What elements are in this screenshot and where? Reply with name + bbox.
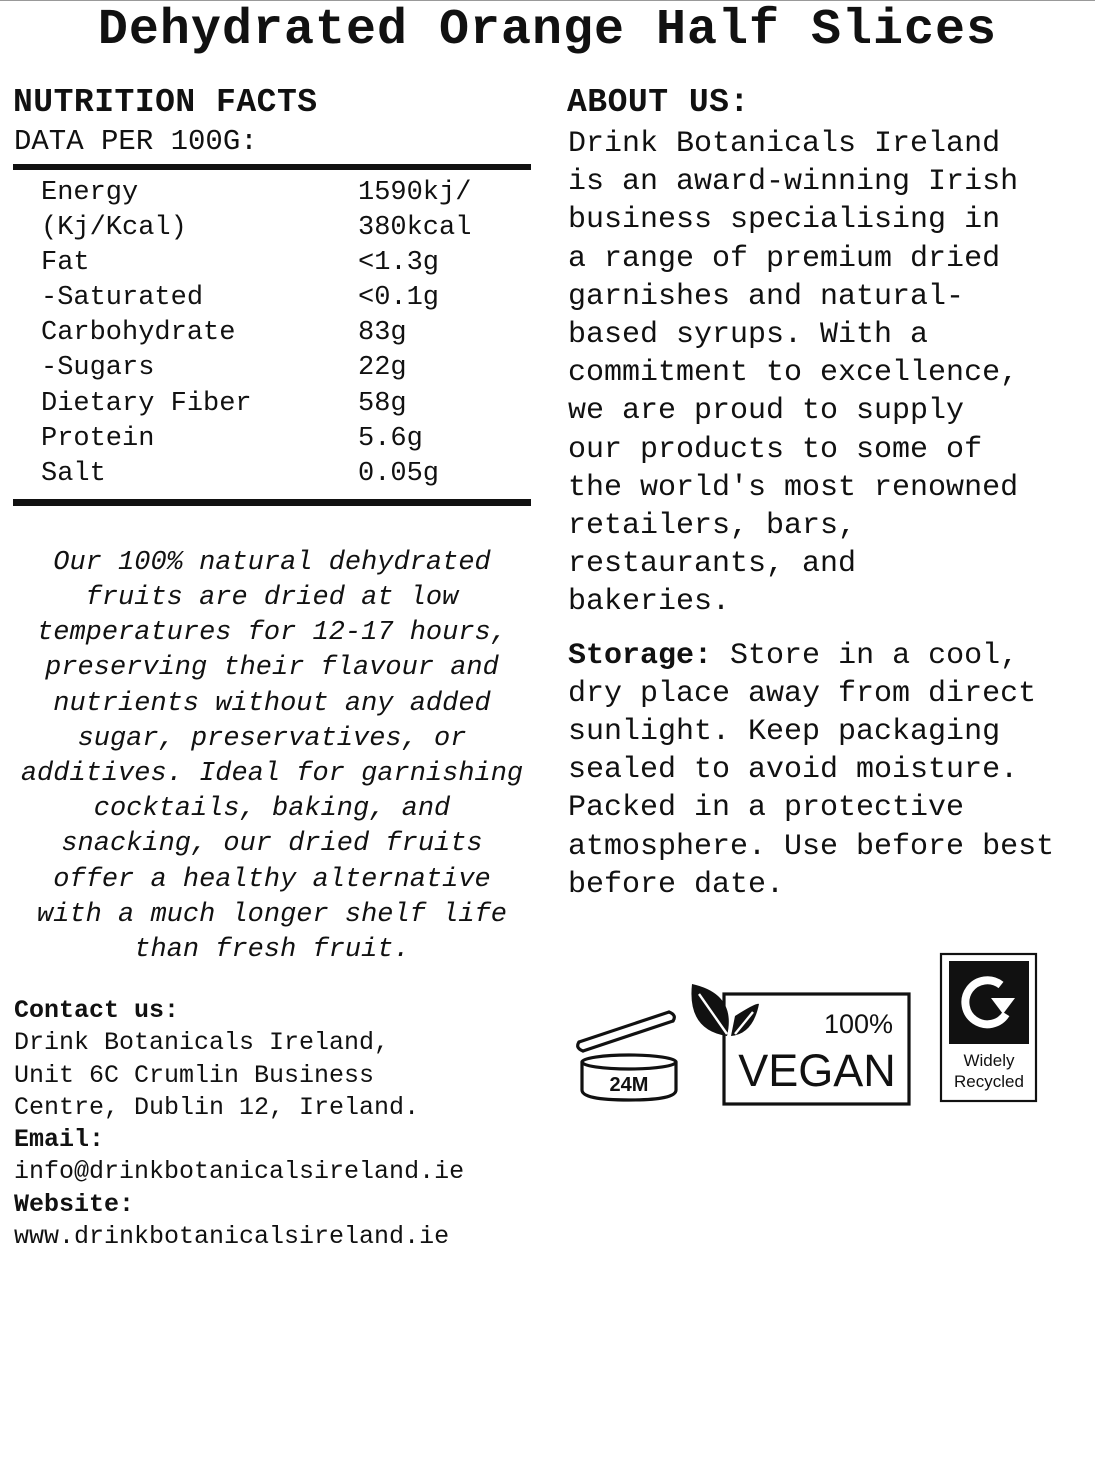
nutrition-row (13, 281, 531, 316)
contact-label: Contact us: (14, 996, 180, 1026)
nutrition-value: <1.3g (358, 248, 440, 279)
nutrition-row (13, 351, 531, 386)
nutrition-row (13, 176, 531, 211)
nutrition-label: Dietary Fiber (41, 388, 252, 419)
contact-block (14, 995, 531, 1253)
nutrition-label: Salt (41, 458, 106, 489)
leaf-icon (691, 984, 759, 1036)
nutrition-row (13, 457, 531, 492)
nutrition-row (13, 246, 531, 281)
about-text: Drink Botanicals Ireland is an award-winning Irish business specialising in a range of premium dried garnishes and natural- based syrups. With a commitment to excellence, we are proud to supply our products to some of the world's most renowned retailers, bars, restaurants, and bakeries. (568, 127, 1019, 620)
recycle-line2: Recycled (954, 1072, 1024, 1091)
storage-label: Storage: (568, 638, 713, 673)
email-label: Email: (14, 1125, 105, 1155)
vegan-label: VEGAN (738, 1045, 896, 1096)
recycle-line1: Widely (963, 1051, 1015, 1070)
nutrition-table (13, 164, 531, 506)
nutrition-value: 0.05g (358, 458, 440, 489)
nutrition-value: 58g (358, 388, 407, 419)
top-rule (0, 0, 1095, 1)
nutrition-label: (Kj/Kcal) (41, 213, 187, 244)
nutrition-value: 5.6g (358, 423, 423, 454)
nutrition-subheading: DATA PER 100G: (14, 125, 258, 158)
nutrition-label: Energy (41, 178, 139, 208)
open-jar-icon (573, 1004, 691, 1104)
nutrition-label: Fat (41, 248, 90, 279)
nutrition-value: 83g (358, 318, 407, 349)
nutrition-row (13, 316, 531, 351)
vegan-badge (689, 982, 911, 1108)
nutrition-value: 22g (358, 353, 407, 384)
nutrition-value: 380kcal (358, 213, 472, 244)
recycle-badge (939, 952, 1039, 1104)
about-heading: ABOUT US: (567, 84, 750, 121)
website-label: Website: (14, 1189, 135, 1219)
vegan-percent: 100% (823, 1009, 893, 1039)
nutrition-row (13, 211, 531, 246)
nutrition-value: <0.1g (358, 283, 440, 314)
page-title: Dehydrated Orange Half Slices (97, 2, 998, 59)
certification-icons (567, 950, 1087, 1110)
nutrition-label: Protein (41, 423, 155, 454)
nutrition-label: -Sugars (41, 353, 155, 384)
nutrition-value: 1590kj/ (358, 178, 472, 208)
pao-label: 24M (609, 1074, 649, 1096)
nutrition-label: -Saturated (41, 283, 204, 314)
nutrition-heading: NUTRITION FACTS (13, 84, 318, 121)
nutrition-label: Carbohydrate (41, 318, 236, 349)
product-description: Our 100% natural dehydrated fruits are dried at low temperatures for 12-17 hours, preserving their flavour and nutrients without any added sugar, preservatives, or additives. Ideal for garnishing cocktails, baking, and snacking, our dried fruits offer a healthy alternative with a much longer shelf life than fresh fruit. (20, 547, 524, 966)
email-value: info@drinkbotanicalsireland.ie (14, 1157, 465, 1187)
storage-text: Store in a cool, dry place away from direct sunlight. Keep packaging sealed to avoid moisture. Packed in a protective atmosphere. Use before best before date. (568, 638, 1055, 902)
left-column (13, 84, 531, 1253)
contact-address: Drink Botanicals Ireland, Unit 6C Crumlin Business Centre, Dublin 12, Ireland. (14, 1028, 420, 1122)
website-value: www.drinkbotanicalsireland.ie (14, 1221, 450, 1251)
right-column (567, 84, 1082, 904)
storage-block (568, 637, 1082, 904)
nutrition-row (13, 422, 531, 457)
nutrition-row (13, 387, 531, 422)
